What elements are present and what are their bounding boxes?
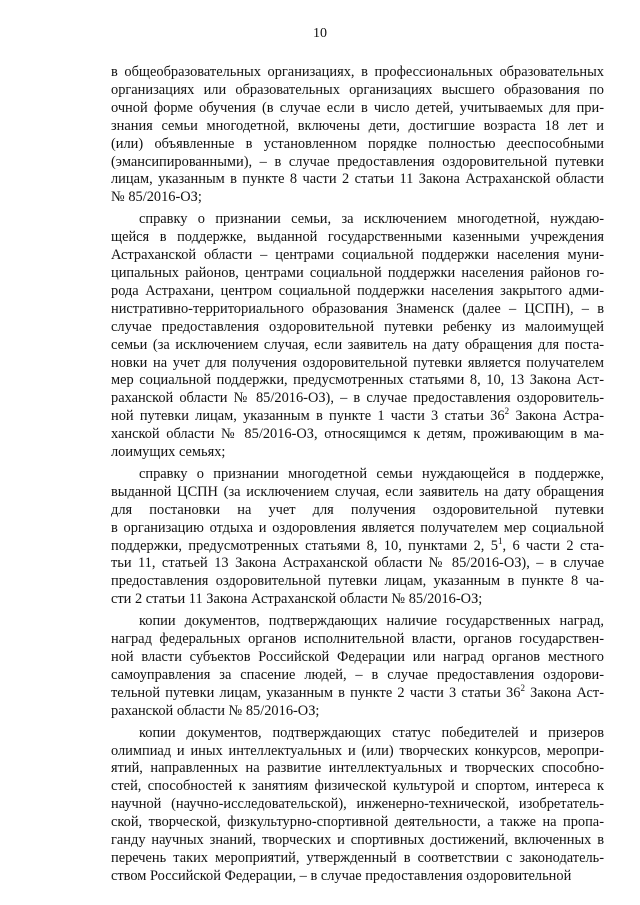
text-line: мер социальной поддержки, предусмотренных статьями 8, 10, 13 Закона Аст- <box>111 372 604 389</box>
text-line: в общеобразовательных организациях, в профессиональных образовательных <box>111 64 604 80</box>
text-line: тельной путевки лицам, указанным в пункте 2 части 3 статьи $36^2$ Закона Аст- <box>111 682 604 701</box>
text-line: лоимущих семьях; <box>111 444 226 461</box>
text-line: нистративно-территориального образования Знаменск (далее – ЦСПН), – в <box>111 300 604 317</box>
text-line: перечень таких мероприятий, утвержденный в соответствии с законодатель- <box>111 849 604 866</box>
text-line: ной путевки лицам, указанным в пункте 1 части 3 статьи $36^2$ Закона Астра- <box>111 406 604 425</box>
text-line: № 85/2016-ОЗ; <box>111 189 202 206</box>
text-line: ной власти субъектов Российской Федерации или наград органов местного <box>111 649 604 665</box>
text-line: выданной ЦСПН (за исключением случая, если заявитель на дату обращения <box>111 483 604 500</box>
text-line: для постановки на учет для получения оздоровительной путевки <box>111 501 604 518</box>
paragraph <box>111 64 604 207</box>
text-line: семьи (за исключением случая, если заявитель на дату обращения для поста- <box>111 336 604 353</box>
text-line: раханской области № 85/2016-ОЗ), – в случае предоставления оздоровитель- <box>111 390 604 407</box>
text-line: щейся в поддержке, выданной государственными казенными учреждения <box>111 229 604 246</box>
text-line: Астраханской области – центрами социальной поддержки населения муни- <box>111 247 604 264</box>
text-line: ханской области № 85/2016-ОЗ, относящимся к детям, проживающим в ма- <box>111 426 604 443</box>
superscript: 2 <box>520 682 525 693</box>
text-line: (или) объявленные в установленном порядке полностью дееспособными <box>111 135 604 152</box>
text-line: ципальных районов, центрами социальной поддержки населения районов го- <box>111 264 604 281</box>
text-line: копии документов, подтверждающих статус победителей и призеров <box>139 724 604 741</box>
text-line: справку о признании семьи, за исключением многодетной, нуждаю- <box>139 211 604 228</box>
text-line: рода Астрахани, центром социальной поддержки населения закрытого адми- <box>111 282 604 299</box>
text-line: предоставления оздоровительной путевки лицам, указанным в пункте 8 ча- <box>111 573 604 590</box>
text-line: копии документов, подтверждающих наличие государственных наград, <box>139 613 604 630</box>
text-line: очной форме обучения (в случае если в число детей, учитываемых для при- <box>111 99 604 116</box>
text-line: случае предоставления оздоровительной путевки ребенку из малоимущей <box>111 318 604 335</box>
page-number: 10 <box>313 26 327 41</box>
superscript: 1 <box>497 535 503 546</box>
text-line: знания семьи многодетной, включены дети, достигшие возраста 18 лет и <box>111 117 604 134</box>
paragraph <box>111 466 604 609</box>
text-line: стей, способностей к занятиям физической культурой и спортом, интереса к <box>111 778 604 795</box>
text-line: сти 2 статьи 11 Закона Астраханской области № 85/2016-ОЗ; <box>111 591 483 608</box>
paragraph <box>111 613 604 720</box>
superscript: 2 <box>504 406 510 417</box>
paragraph <box>111 211 604 462</box>
text-line: лицам, указанным в пункте 8 части 2 статьи 11 Закона Астраханской области <box>111 171 604 188</box>
text-line: тьи 11, статьей 13 Закона Астраханской области № 85/2016-ОЗ), – в случае <box>111 555 604 572</box>
text-line: новки на учет для получения оздоровительной путевки является получателем <box>111 354 604 371</box>
paragraph <box>111 725 604 886</box>
text-line: ганду научных знаний, творческих и спортивных достижений, включенных в <box>111 832 604 849</box>
document-body <box>111 64 604 886</box>
text-line: ством Российской Федерации, – в случае предоставления оздоровительной <box>111 867 572 884</box>
text-line: самоуправления за спасение людей, – в случае предоставления оздорови- <box>111 666 604 683</box>
text-line: раханской области № 85/2016-ОЗ; <box>111 702 320 719</box>
text-line: научной (научно-исследовательской), инженерно-технической, изобретатель- <box>111 796 604 813</box>
text-line: ятий, направленных на развитие интеллектуальных и творческих способно- <box>111 760 604 777</box>
text-line: ской, творческой, физкультурно-спортивной деятельности, а также на пропа- <box>111 814 604 831</box>
text-line: в организацию отдыха и оздоровления является получателем мер социальной <box>111 519 604 536</box>
text-line: организациях или образовательных организациях высшего образования по <box>111 81 604 98</box>
text-line: (эмансипированными), – в случае предоставления оздоровительной путевки <box>111 153 604 170</box>
text-line: справку о признании многодетной семьи нуждающейся в поддержке, <box>139 465 604 482</box>
text-line: олимпиад и иных интеллектуальных и (или) творческих конкурсов, меропри- <box>111 742 604 759</box>
text-line: поддержки, предусмотренных статьями 8, 10, пунктами 2, $5^1$, 6 части 2 ста- <box>111 535 604 554</box>
text-line: наград федеральных органов исполнительной власти, органов государствен- <box>111 631 604 648</box>
